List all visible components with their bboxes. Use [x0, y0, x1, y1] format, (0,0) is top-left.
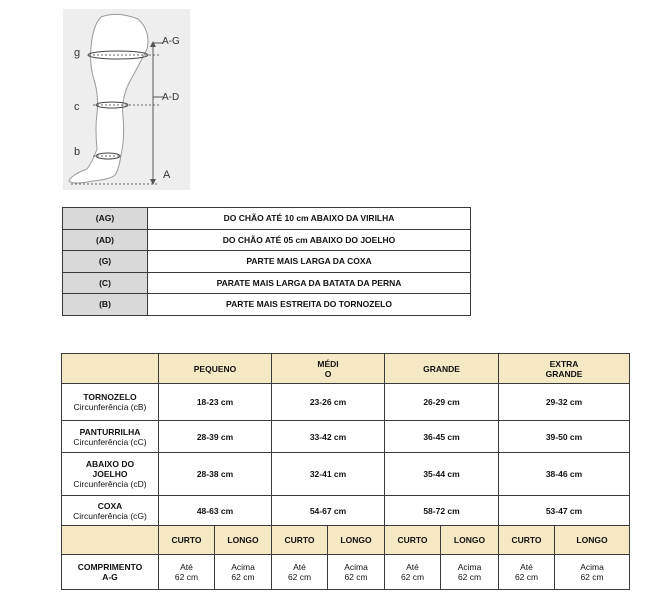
legend-row: [63, 272, 471, 294]
size-label-wrap: O: [324, 368, 332, 379]
row-subtitle: Circunferência (cD): [73, 479, 147, 489]
legend-description: PARTE MAIS ESTREITA DO TORNOZELO: [148, 294, 471, 316]
length-long-cell: [555, 555, 630, 590]
length-short-header: CURTO: [499, 526, 555, 555]
length-long-header: LONGO: [555, 526, 630, 555]
legend-row: [63, 294, 471, 316]
legend-code: (AG): [63, 208, 148, 230]
label-c: c: [74, 101, 80, 113]
length-long-cell: [441, 555, 499, 590]
label-ag: A-G: [162, 36, 180, 47]
value-cell: 58-72 cm: [385, 496, 499, 526]
length-text: Acima: [344, 562, 368, 572]
row-name: ABAIXO DO: [85, 459, 135, 469]
value-cell: 28-38 cm: [159, 453, 272, 496]
length-text: Acima: [580, 562, 604, 572]
size-medio-header: [272, 354, 385, 384]
value-cell: 35-44 cm: [385, 453, 499, 496]
length-short-cell: [272, 555, 328, 590]
size-pequeno-header: [159, 354, 272, 384]
length-short-header: CURTO: [159, 526, 215, 555]
length-text: Até: [520, 562, 533, 572]
size-label-wrap: GRANDE: [545, 368, 583, 379]
row-header-coxa: [62, 496, 159, 526]
row-subtitle: Circunferência (cC): [73, 436, 147, 447]
legend-code: (B): [63, 294, 148, 316]
label-ad: A-D: [162, 92, 180, 103]
length-text: 62 cm: [344, 572, 368, 582]
legend-description: PARATE MAIS LARGA DA BATATA DA PERNA: [148, 272, 471, 294]
row-name: TORNOZELO: [83, 392, 137, 402]
legend-code: (AD): [63, 229, 148, 251]
value-cell: 23-26 cm: [272, 384, 385, 421]
legend-code: (C): [63, 272, 148, 294]
size-label: MÉDI: [317, 358, 339, 369]
table-row: [62, 453, 630, 496]
length-short-header: CURTO: [385, 526, 441, 555]
size-label: GRANDE: [423, 363, 460, 374]
length-long-header: LONGO: [328, 526, 385, 555]
legend-description: DO CHÃO ATÉ 10 cm ABAIXO DA VIRILHA: [148, 208, 471, 230]
row-name: COMPRIMENTO: [77, 562, 143, 572]
size-header-row: [62, 354, 630, 384]
row-subtitle: Circunferência (cB): [73, 402, 147, 412]
value-cell: 26-29 cm: [385, 384, 499, 421]
value-cell: 38-46 cm: [499, 453, 630, 496]
length-corner-cell: [62, 526, 159, 555]
length-text: 62 cm: [457, 572, 482, 582]
length-short-cell: [499, 555, 555, 590]
value-cell: 54-67 cm: [272, 496, 385, 526]
label-b: b: [74, 146, 81, 158]
length-text: Até: [293, 562, 306, 572]
label-a: A: [163, 169, 171, 181]
size-extra-grande-header: [499, 354, 630, 384]
length-text: 62 cm: [580, 572, 604, 582]
legend-description: DO CHÃO ATÉ 05 cm ABAIXO DO JOELHO: [148, 229, 471, 251]
length-text: 62 cm: [287, 572, 312, 582]
length-short-cell: [385, 555, 441, 590]
size-label: PEQUENO: [193, 363, 237, 374]
value-cell: 36-45 cm: [385, 421, 499, 453]
row-name: COXA: [97, 500, 123, 511]
length-text: Acima: [231, 562, 255, 572]
row-subtitle: Circunferência (cG): [73, 510, 147, 521]
size-chart-table: [61, 353, 630, 590]
length-long-header: LONGO: [215, 526, 272, 555]
value-cell: 28-39 cm: [159, 421, 272, 453]
length-text: 62 cm: [514, 572, 539, 582]
table-row: [62, 384, 630, 421]
length-text: Até: [406, 562, 419, 572]
value-cell: 39-50 cm: [499, 421, 630, 453]
value-cell: 32-41 cm: [272, 453, 385, 496]
table-row: [62, 496, 630, 526]
row-name-line2: JOELHO: [92, 469, 128, 479]
length-header-row: [62, 526, 630, 555]
row-name-line2: A-G: [102, 572, 118, 582]
table-row: [62, 421, 630, 453]
length-text: 62 cm: [231, 572, 255, 582]
legend-row: [63, 208, 471, 230]
value-cell: 29-32 cm: [499, 384, 630, 421]
measurement-legend-table: [62, 207, 471, 316]
length-long-cell: [328, 555, 385, 590]
legend-code: (G): [63, 251, 148, 273]
length-short-cell: [159, 555, 215, 590]
length-text: Acima: [457, 562, 482, 572]
legend-row: [63, 229, 471, 251]
length-row: [62, 555, 630, 590]
row-header-panturrilha: [62, 421, 159, 453]
length-text: 62 cm: [400, 572, 425, 582]
length-long-header: LONGO: [441, 526, 499, 555]
row-header-tornozelo: [62, 384, 159, 421]
value-cell: 33-42 cm: [272, 421, 385, 453]
value-cell: 18-23 cm: [159, 384, 272, 421]
leg-measurement-figure: [63, 9, 190, 190]
size-grande-header: [385, 354, 499, 384]
length-short-header: CURTO: [272, 526, 328, 555]
value-cell: 48-63 cm: [159, 496, 272, 526]
value-cell: 53-47 cm: [499, 496, 630, 526]
row-header-abaixo-do-joelho: [62, 453, 159, 496]
row-name: PANTURRILHA: [79, 426, 141, 437]
corner-cell: [62, 354, 159, 384]
label-g: g: [74, 47, 81, 59]
row-header-comprimento: [62, 555, 159, 590]
legend-description: PARTE MAIS LARGA DA COXA: [148, 251, 471, 273]
length-long-cell: [215, 555, 272, 590]
length-text: 62 cm: [174, 572, 199, 582]
legend-row: [63, 251, 471, 273]
size-label: EXTRA: [549, 358, 579, 369]
length-text: Até: [180, 562, 193, 572]
